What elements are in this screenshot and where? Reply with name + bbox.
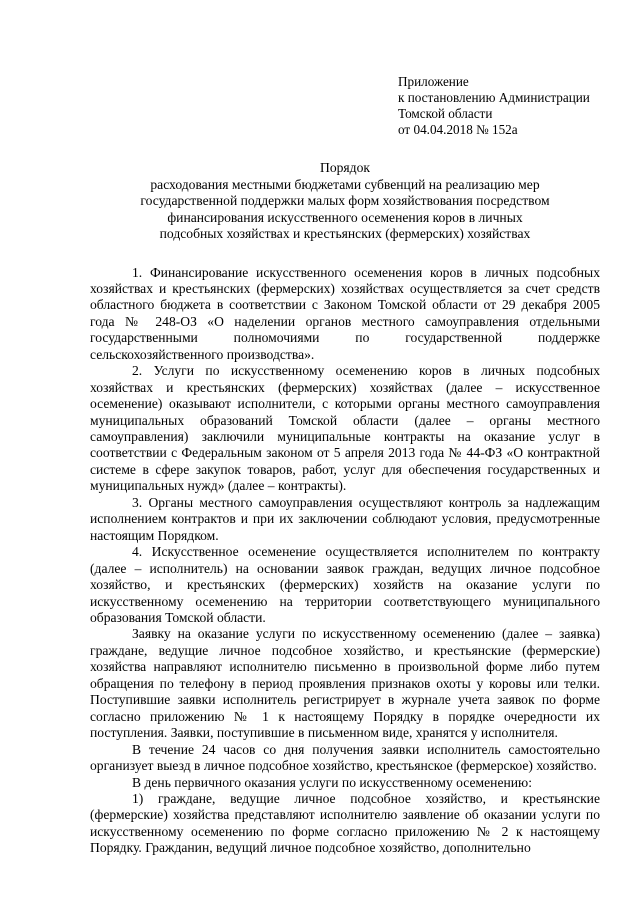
paragraph-4: 4. Искусственное осеменение осуществляется исполнителем по контракту (далее – исполнитель) на основании заявок граждан, ведущих личное подсобное хозяйство, и крестьянских (фермерских) хозяйств на оказание услуги по искусственному осеменению на территории соответствующего муниципального образования Томской области. bbox=[90, 544, 600, 626]
paragraph-application: Заявку на оказание услуги по искусственному осеменению (далее – заявка) граждане, ведущие личное подсобное хозяйство, и крестьянские (фермерские) хозяйства направляют исполнителю письменно в произвольной форме либо путем обращения по телефону в период проявления признаков охоты у коровы или телки. Поступившие заявки исполнитель регистрирует в журнале учета заявок по форме согласно приложению № 1 к настоящему Порядку в порядке очередности их поступления. Заявки, поступившие в письменном виде, хранятся у исполнителя. bbox=[90, 626, 600, 741]
paragraph-24-hours: В течение 24 часов со дня получения заявки исполнитель самостоятельно организует выезд в личное подсобное хозяйство, крестьянское (фермерское) хозяйство. bbox=[90, 741, 600, 774]
title-line: государственной поддержки малых форм хозяйствования посредством bbox=[140, 193, 550, 208]
appendix-header bbox=[398, 74, 600, 138]
document-body bbox=[90, 265, 600, 857]
appendix-line: к постановлению Администрации bbox=[398, 90, 590, 105]
paragraph-item-1: 1) граждане, ведущие личное подсобное хозяйство, и крестьянские (фермерские) хозяйства представляют исполнителю заявление об оказании услуги по искусственному осеменению по форме согласно приложению № 2 к настоящему Порядку. Гражданин, ведущий личное подсобное хозяйство, дополнительно bbox=[90, 791, 600, 856]
paragraph-first-service-day: В день первичного оказания услуги по искусственному осеменению: bbox=[132, 774, 532, 790]
title-line: расходования местными бюджетами субвенций на реализацию мер bbox=[150, 176, 540, 192]
paragraph-2: 2. Услуги по искусственному осеменению коров в личных подсобных хозяйствах и крестьянских (фермерских) хозяйствах (далее – искусственное осеменение) оказывают исполнители, с которыми органы местного самоуправления муниципальных образований Томской области (далее – органы местного самоуправления) заключили муниципальные контракты на оказание услуг в соответствии с Федеральным законом от 5 апреля 2013 года № 44-ФЗ «О контрактной системе в сфере закупок товаров, работ, услуг для обеспечения государственных и муниципальных нужд» (далее – контракты). bbox=[90, 363, 600, 494]
document-title bbox=[90, 160, 600, 243]
appendix-line: Томской области bbox=[398, 106, 493, 121]
appendix-date: от 04.04.2018 № 152а bbox=[398, 122, 518, 137]
title-heading: Порядок bbox=[320, 160, 370, 175]
title-line: подсобных хозяйствах и крестьянских (фермерских) хозяйствах bbox=[159, 226, 531, 241]
paragraph-3: 3. Органы местного самоуправления осуществляют контроль за надлежащим исполнением контрактов и при их заключении соблюдают условия, предусмотренные настоящим Порядком. bbox=[90, 494, 600, 543]
title-line: финансирования искусственного осеменения коров в личных bbox=[167, 209, 523, 225]
paragraph-1: 1. Финансирование искусственного осеменения коров в личных подсобных хозяйствах и крестьянских (фермерских) хозяйствах осуществляется за счет средств областного бюджета в соответствии с Законом Томской области от 29 декабря 2005 года № 248-ОЗ «О наделении органов местного самоуправления отдельными государственными полномочиями по государственной поддержке сельскохозяйственного производства». bbox=[90, 264, 600, 362]
appendix-line: Приложение bbox=[398, 74, 469, 89]
